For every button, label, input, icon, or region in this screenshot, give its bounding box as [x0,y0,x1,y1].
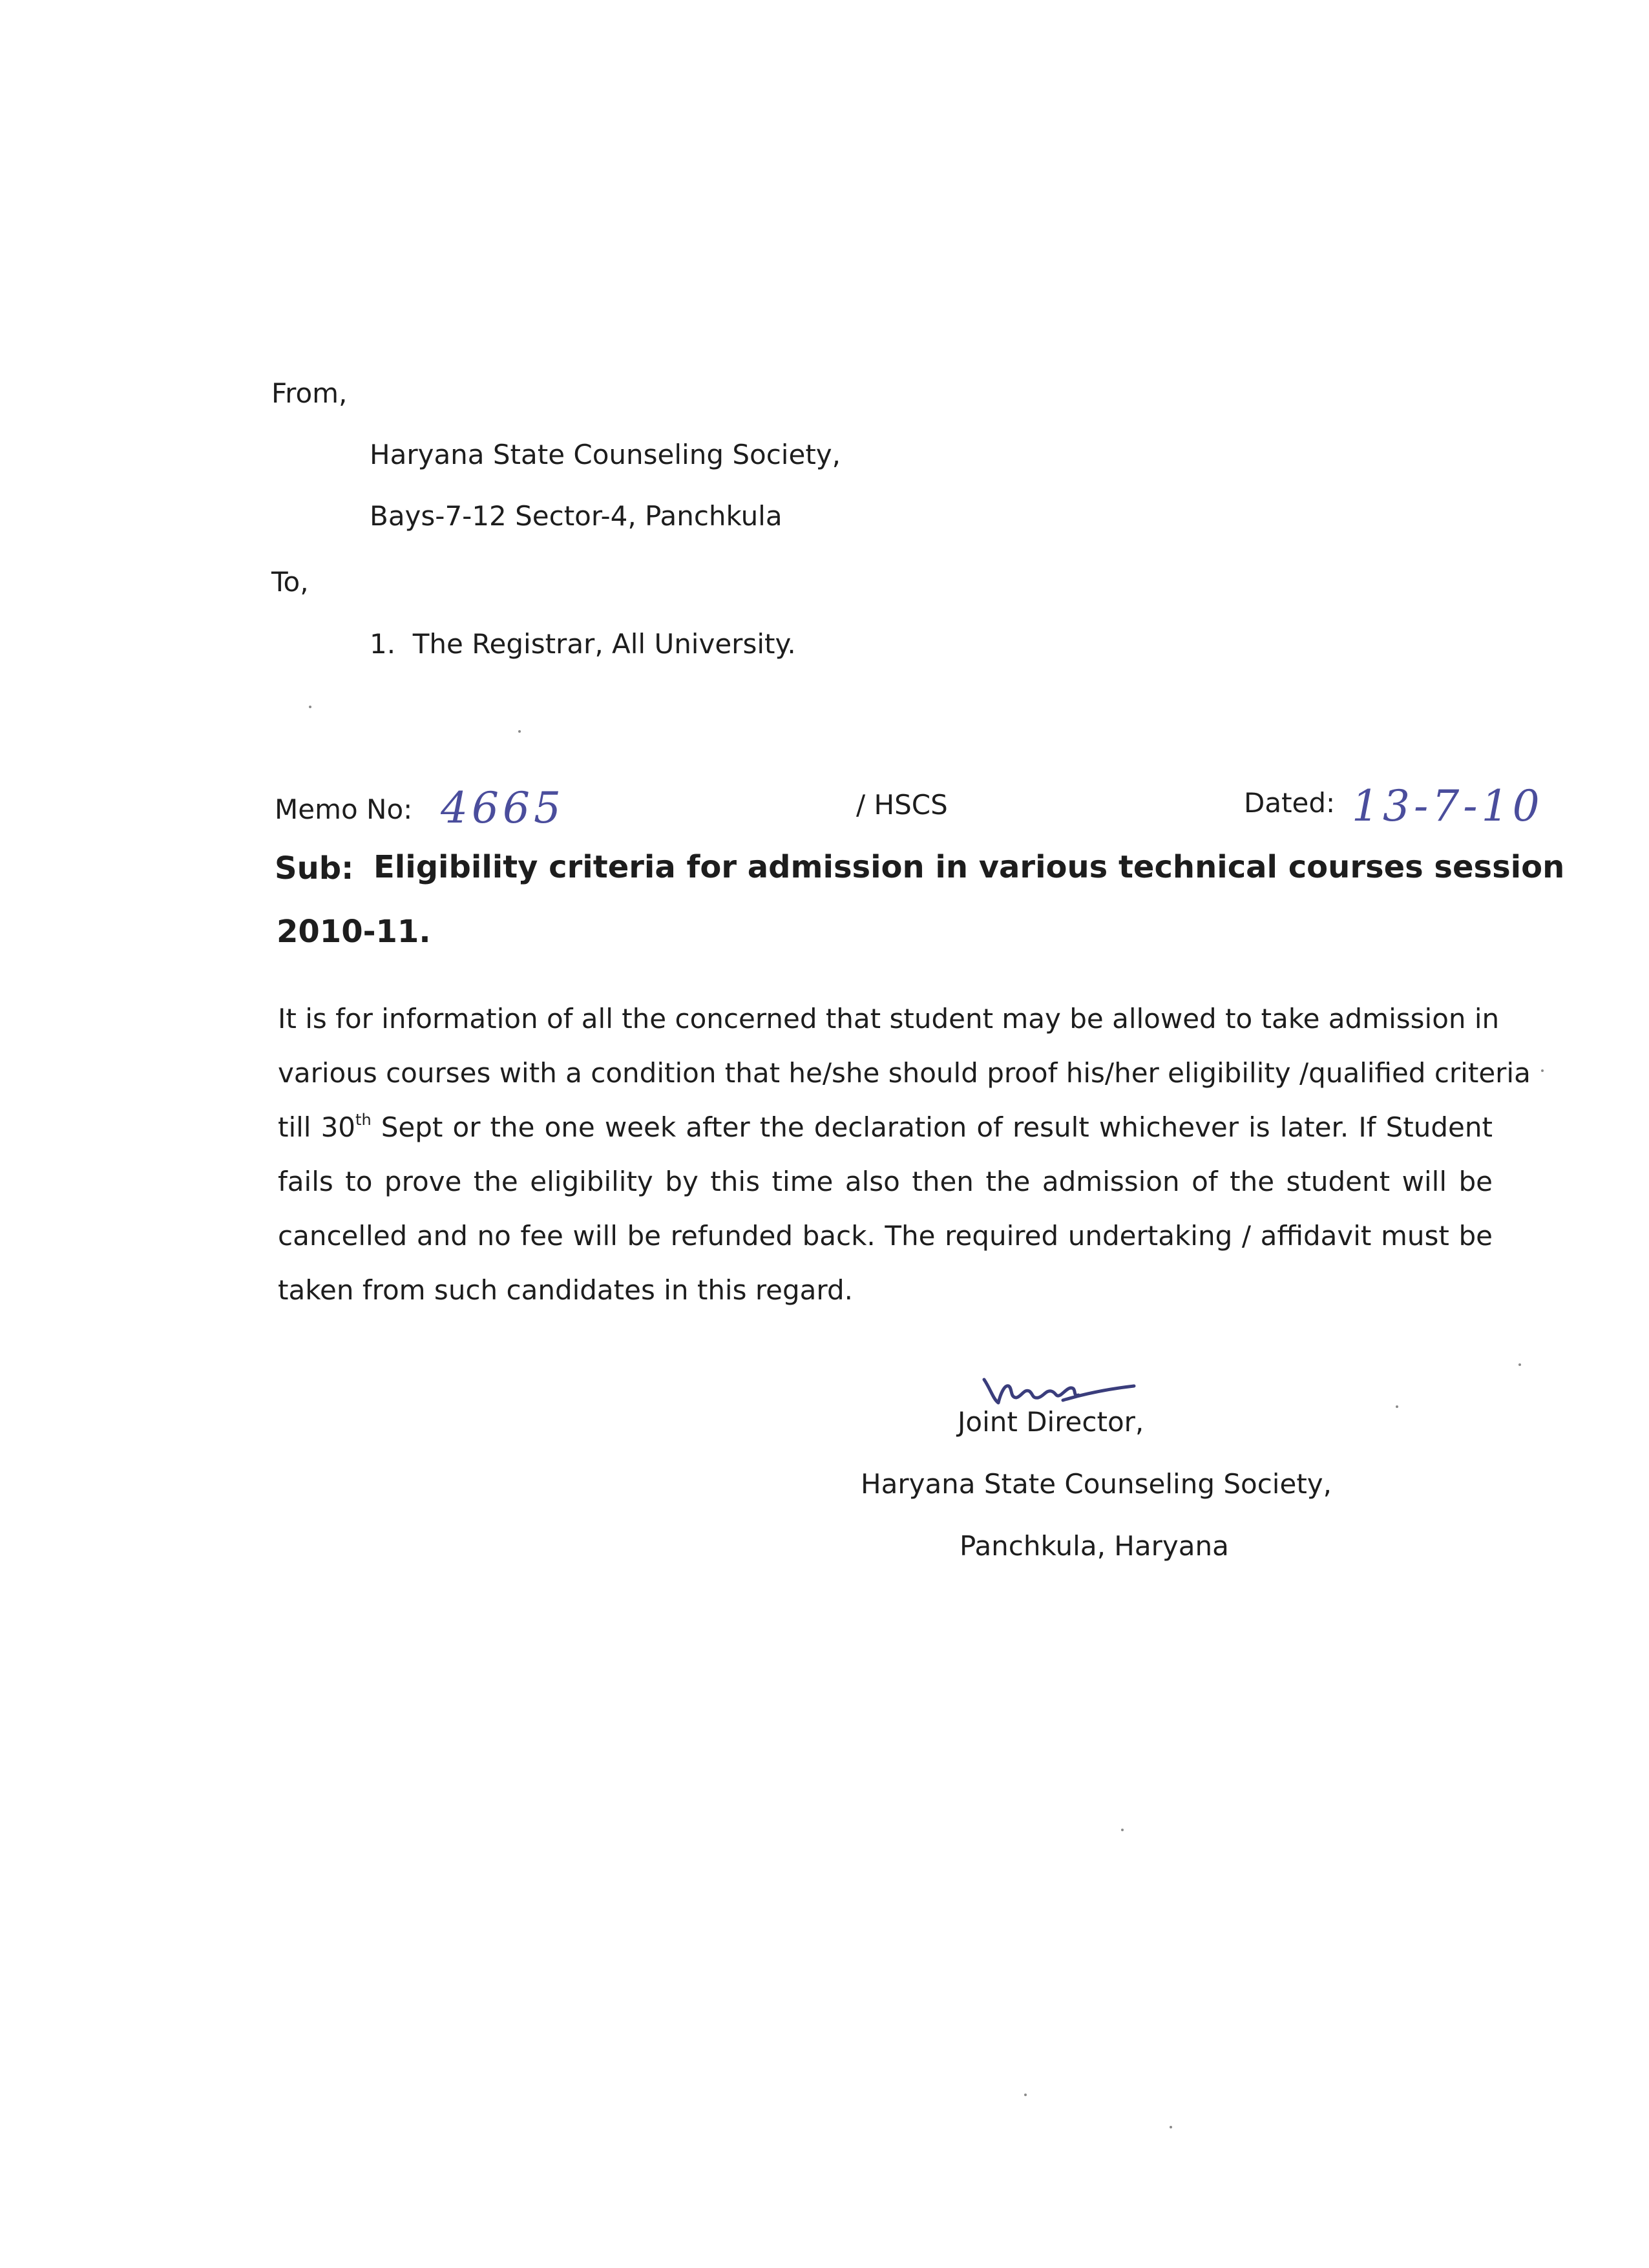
memo-number-handwritten: 4665 [441,783,565,833]
to-label: To, [271,566,309,598]
subject-line-2: 2010-11. [277,914,431,950]
scan-speck [1396,1405,1398,1408]
from-label: From, [271,377,348,409]
letter-body [278,992,1531,1318]
scan-speck [1518,1363,1521,1366]
scan-speck [1024,2094,1027,2096]
ordinal-suffix: th [355,1111,372,1129]
body-line-6: taken from such candidates in this regard. [278,1274,853,1306]
memo-suffix: / HSCS [856,789,948,821]
sender-address: Bays-7-12 Sector-4, Panchkula [370,500,782,532]
sender-name: Haryana State Counseling Society, [370,439,841,470]
subject-line-1: Eligibility criteria for admission in various technical courses session [373,849,1565,885]
signatory-title: Joint Director, [958,1406,1144,1438]
body-line-4: fails to prove the eligibility by this time also then the admission of the student will be [278,1166,1493,1197]
body-line-3 [278,1100,1493,1155]
scan-speck [1121,1829,1124,1831]
scan-speck [518,730,521,733]
scan-speck [309,706,311,708]
memo-label: Memo No: [275,793,413,825]
signatory-location: Panchkula, Haryana [960,1530,1229,1562]
signatory-organization: Haryana State Counseling Society, [861,1468,1332,1500]
scan-speck [1541,1069,1544,1072]
subject-label: Sub: [275,850,354,887]
body-line-2: various courses with a condition that he/she should proof his/her eligibility /qualified criteria [278,1057,1531,1089]
body-line-5: cancelled and no fee will be refunded back. The required undertaking / affidavit must be [278,1220,1493,1252]
body-line-3-start: till 30 [278,1111,356,1143]
body-line-1: It is for information of all the concerned that student may be allowed to take admission in [278,1003,1500,1034]
scan-speck [1170,2126,1172,2128]
recipient: 1. The Registrar, All University. [370,628,796,660]
dated-label: Dated: [1244,787,1336,819]
body-line-3-end: Sept or the one week after the declaration of result whichever is later. If Student [371,1111,1493,1143]
date-handwritten: 13-7-10 [1352,781,1544,831]
